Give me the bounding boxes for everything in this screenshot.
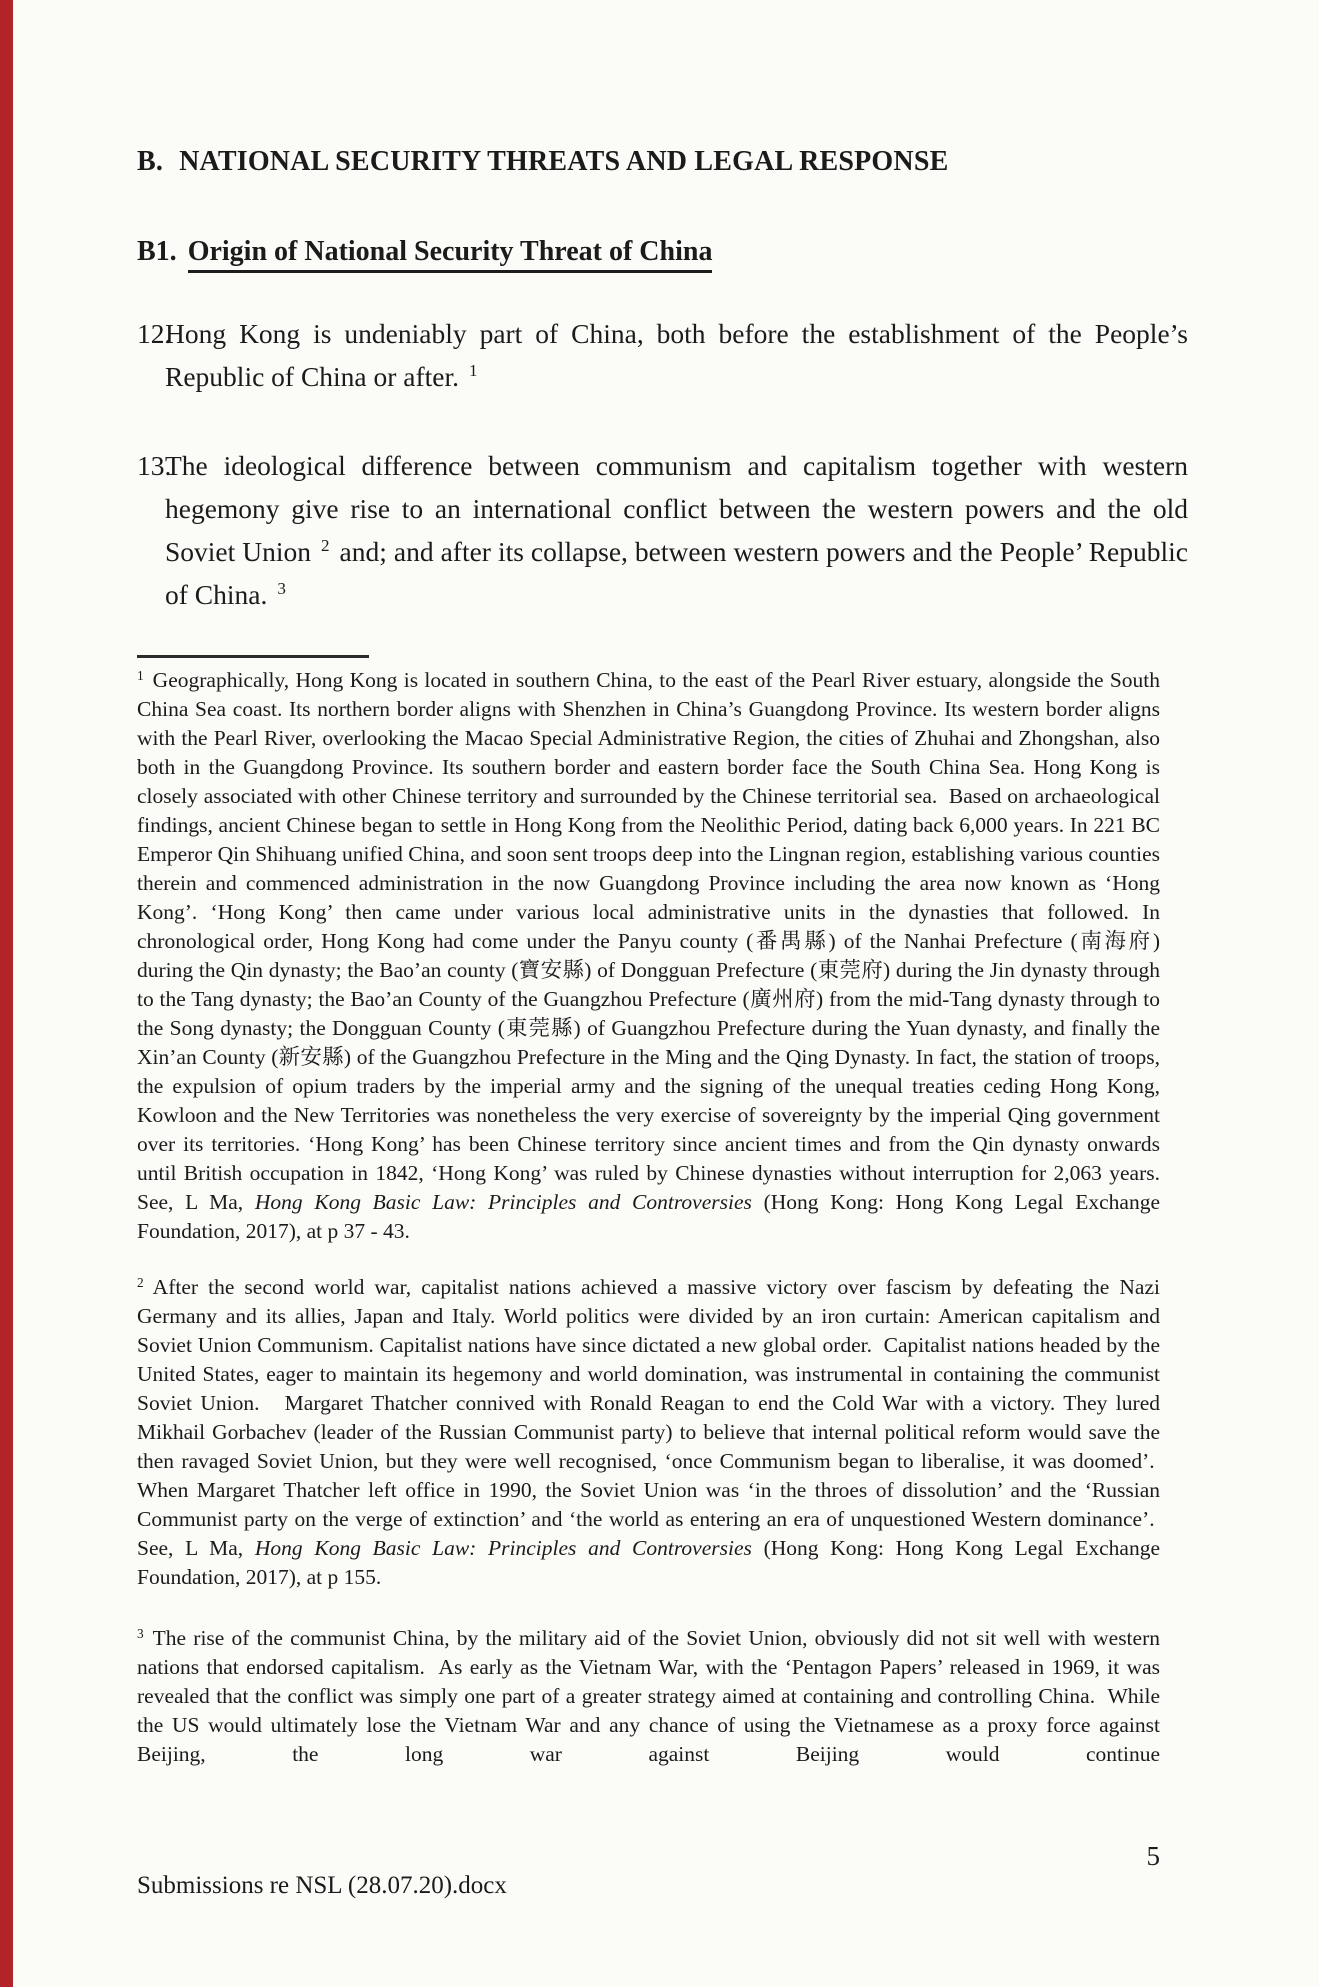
- footnote-2-text: After the second world war, capitalist nations achieved a massive victory over fascism by defeating the Nazi Germany and its allies, Japan and Italy. World politics were divided by an iron curtain: American capitalism and Soviet Union Communism. Capitalist nations have since dictated a new global order. Capitalist nations headed by the United States, eager to maintain its hegemony and world domination, was instrumental in containing the communist Soviet Union. Margaret Thatcher connived with Ronald Reagan to end the Cold War with a victory. They lured Mikhail Gorbachev (leader of the Russian Communist party) to believe that internal political reform would save the then ravaged Soviet Union, but they were well recognised, ‘once Communism began to liberalise, it was doomed’. When Margaret Thatcher left office in 1990, the Soviet Union was ‘in the throes of dissolution’ and the ‘Russian Communist party on the verge of extinction’ and ‘the world as entering an era of unquestioned Western dominance’. See, L Ma,: [137, 1275, 1160, 1560]
- paragraph-12-number: 12.: [137, 318, 172, 349]
- footnote-3: [137, 1624, 1160, 1769]
- footer-filename: Submissions re NSL (28.07.20).docx: [137, 1872, 507, 1899]
- footnote-2-marker: 2: [137, 1275, 144, 1290]
- footnote-ref-3: 3: [277, 579, 286, 598]
- section-number: B.: [137, 146, 164, 177]
- subsection-number: B1.: [137, 236, 177, 267]
- footnote-1-marker: 1: [137, 668, 144, 683]
- paragraph-13-text-part1: The ideological difference between communism and capitalism together with western hegemony give rise to an international conflict between the western powers and the old Soviet Union: [165, 450, 1188, 567]
- footnote-2: [137, 1273, 1160, 1592]
- footnote-3-marker: 3: [137, 1626, 144, 1641]
- paragraph-12-text: Hong Kong is undeniably part of China, both before the establishment of the People’s Republic of China or after.: [165, 318, 1188, 392]
- subsection-title: Origin of National Security Threat of China: [188, 236, 713, 273]
- section-heading: [137, 146, 1160, 178]
- subsection-heading: [137, 236, 1160, 268]
- footnote-1-text: Geographically, Hong Kong is located in southern China, to the east of the Pearl River estuary, alongside the South China Sea coast. Its northern border aligns with Shenzhen in China’s Guangdong Province. Its western border aligns with the Pearl River, overlooking the Macao Special Administrative Region, the cities of Zhuhai and Zhongshan, also both in the Guangdong Province. Its southern border and eastern border face the South China Sea. Hong Kong is closely associated with other Chinese territory and surrounded by the Chinese territorial sea. Based on archaeological findings, ancient Chinese began to settle in Hong Kong from the Neolithic Period, dating back 6,000 years. In 221 BC Emperor Qin Shihuang unified China, and soon sent troops deep into the Lingnan region, establishing various counties therein and commenced administration in the now Guangdong Province including the area now known as ‘Hong Kong’. ‘Hong Kong’ then came under various local administrative units in the dynasties that followed. In chronological order, Hong Kong had come under the Panyu county (番禺縣) of the Nanhai Prefecture (南海府) during the Qin dynasty; the Bao’an county (寶安縣) of Dongguan Prefecture (東莞府) during the Jin dynasty through to the Tang dynasty; the Bao’an County of the Guangzhou Prefecture (廣州府) from the mid-Tang dynasty through to the Song dynasty; the Dongguan County (東莞縣) of Guangzhou Prefecture during the Yuan dynasty, and finally the Xin’an County (新安縣) of the Guangzhou Prefecture in the Ming and the Qing Dynasty. In fact, the station of troops, the expulsion of opium traders by the imperial army and the signing of the unequal treaties ceding Hong Kong, Kowloon and the New Territories was nonetheless the very exercise of sovereignty by the imperial Qing government over its territories. ‘Hong Kong’ has been Chinese territory since ancient times and from the Qin dynasty onwards until British occupation in 1842, ‘Hong Kong’ was ruled by Chinese dynasties without interruption for 2,063 years. See, L Ma,: [137, 668, 1160, 1214]
- footnote-1: [137, 666, 1160, 1246]
- footnote-separator-rule: [137, 655, 369, 658]
- paragraph-13-number: 13.: [137, 450, 172, 481]
- paragraph-12: [137, 312, 1188, 398]
- footnote-ref-2: 2: [321, 536, 330, 555]
- footnote-ref-1: 1: [469, 361, 478, 380]
- red-binding-edge: [0, 0, 13, 1987]
- paragraph-13: [137, 444, 1188, 616]
- paragraph-13-text-part2: and; and after its collapse, between western powers and the People’ Republic of China.: [165, 536, 1188, 610]
- footnote-3-text: The rise of the communist China, by the military aid of the Soviet Union, obviously did not sit well with western nations that endorsed capitalism. As early as the Vietnam War, with the ‘Pentagon Papers’ released in 1969, it was revealed that the conflict was simply one part of a greater strategy aimed at containing and controlling China. While the US would ultimately lose the Vietnam War and any chance of using the Vietnamese as a proxy force against Beijing, the long war against Beijing would continue: [137, 1626, 1160, 1766]
- footnotes-section: [137, 666, 1160, 1769]
- footnote-2-text-end: (Hong Kong: Hong Kong Legal Exchange Foundation, 2017), at p 155.: [137, 1536, 1160, 1589]
- page-number: 5: [1146, 1841, 1160, 1871]
- section-title: NATIONAL SECURITY THREATS AND LEGAL RESPONSE: [179, 146, 949, 177]
- footnote-2-citation-title: Hong Kong Basic Law: Principles and Controversies: [254, 1536, 752, 1560]
- page-content: [137, 0, 1188, 1987]
- footnote-1-text-end: (Hong Kong: Hong Kong Legal Exchange Foundation, 2017), at p 37 - 43.: [137, 1190, 1160, 1243]
- footnote-1-citation-title: Hong Kong Basic Law: Principles and Controversies: [254, 1190, 752, 1214]
